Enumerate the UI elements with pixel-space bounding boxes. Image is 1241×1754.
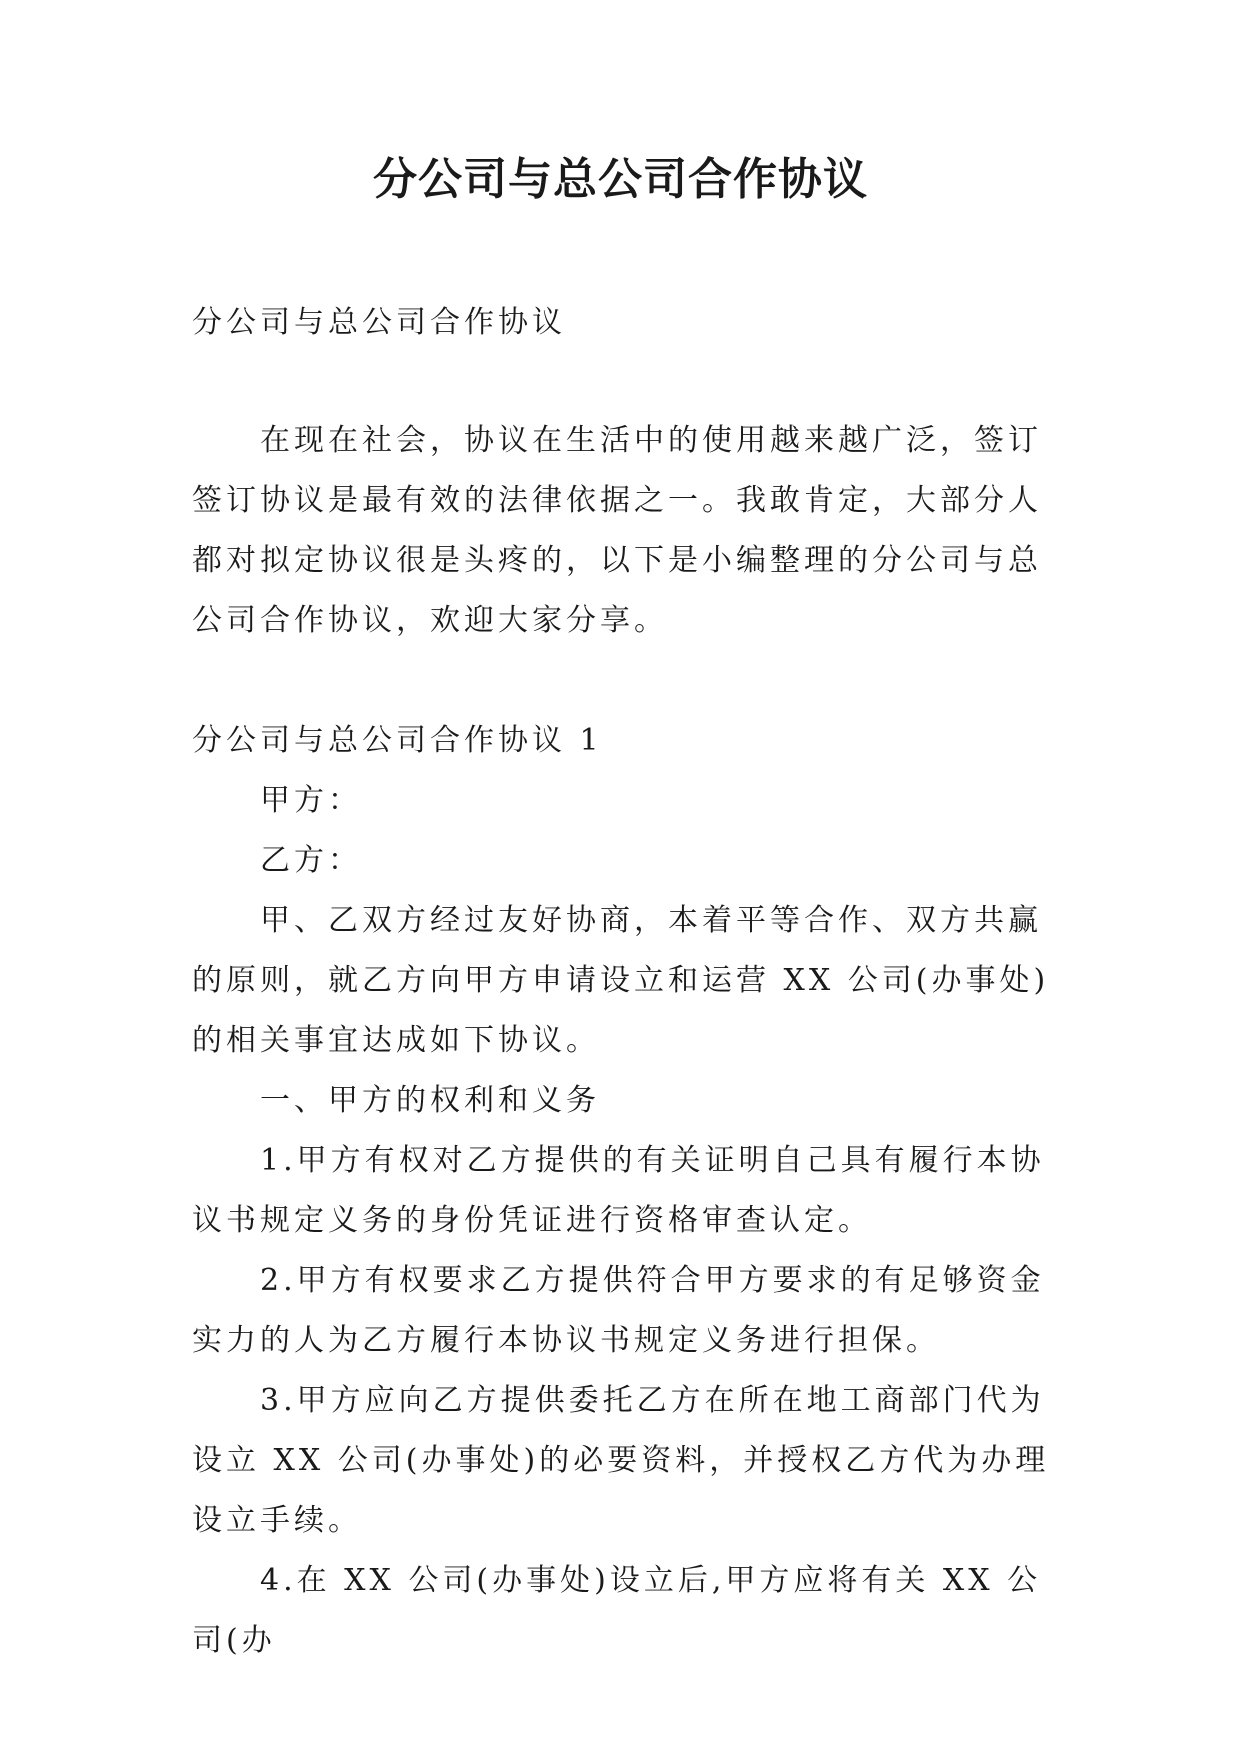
intro-paragraph: 在现在社会，协议在生活中的使用越来越广泛，签订签订协议是最有效的法律依据之一。我敢肯定，大部分人都对拟定协议很是头疼的，以下是小编整理的分公司与总公司合作协议，欢迎大家分享。 xyxy=(192,423,1042,638)
clause-item: 1.甲方有权对乙方提供的有关证明自己具有履行本协议书规定义务的身份凭证进行资格审查认定。 xyxy=(192,1143,1045,1238)
document-title: 分公司与总公司合作协议 xyxy=(373,154,868,205)
clause-item: 4.在 XX 公司(办事处)设立后,甲方应将有关 XX 公司(办 xyxy=(192,1563,1042,1658)
party-b-line: 乙方： xyxy=(260,843,362,878)
document-body xyxy=(192,293,1054,1671)
party-a-line: 甲方： xyxy=(260,783,362,818)
clause-item: 2.甲方有权要求乙方提供符合甲方要求的有足够资金实力的人为乙方履行本协议书规定义务进行担保。 xyxy=(192,1263,1045,1358)
section-heading: 分公司与总公司合作协议 1 xyxy=(192,723,603,758)
clause-heading: 一、甲方的权利和义务 xyxy=(260,1083,600,1118)
clause-item: 3.甲方应向乙方提供委托乙方在所在地工商部门代为设立 XX 公司(办事处)的必要资料，并授权乙方代为办理设立手续。 xyxy=(192,1383,1050,1538)
document-subtitle: 分公司与总公司合作协议 xyxy=(192,305,566,340)
preamble-paragraph: 甲、乙双方经过友好协商，本着平等合作、双方共赢的原则，就乙方向甲方申请设立和运营 XX 公司(办事处)的相关事宜达成如下协议。 xyxy=(192,903,1050,1058)
